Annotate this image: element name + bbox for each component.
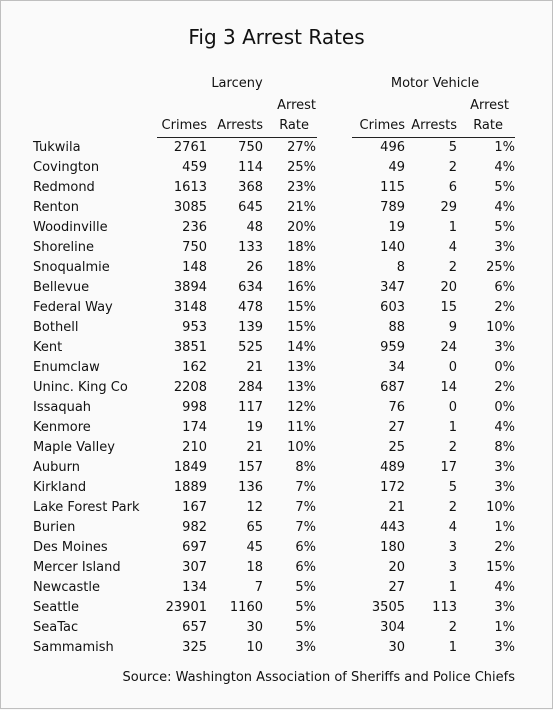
larceny-rate-cell: 8%: [295, 460, 316, 475]
larceny-arrests-cell: 45: [246, 540, 263, 555]
larceny-rate-cell: 13%: [287, 380, 316, 395]
table-row: [0, 558, 553, 578]
mv-rate-cell: 0%: [494, 400, 515, 415]
larceny-arrests-cell: 26: [246, 260, 263, 275]
mv-crimes-cell: 30: [388, 640, 405, 655]
mv-rate-header-line1: Arrest: [470, 98, 509, 113]
larceny-rate-cell: 14%: [287, 340, 316, 355]
city-cell: Federal Way: [33, 300, 113, 315]
mv-arrests-cell: 0: [448, 400, 457, 415]
table-row: [0, 138, 553, 158]
mv-rate-cell: 2%: [494, 300, 515, 315]
larceny-crimes-cell: 148: [182, 260, 207, 275]
larceny-crimes-cell: 174: [182, 420, 207, 435]
city-cell: Tukwila: [33, 140, 81, 155]
larceny-crimes-cell: 2761: [173, 140, 207, 155]
mv-arrests-cell: 15: [440, 300, 457, 315]
larceny-rate-cell: 5%: [295, 620, 316, 635]
mv-crimes-cell: 27: [388, 420, 405, 435]
mv-rate-cell: 3%: [494, 640, 515, 655]
city-cell: Des Moines: [33, 540, 108, 555]
larceny-rate-cell: 12%: [287, 400, 316, 415]
larceny-crimes-cell: 325: [182, 640, 207, 655]
mv-arrests-cell: 4: [448, 520, 457, 535]
larceny-rate-cell: 18%: [287, 260, 316, 275]
mv-rate-cell: 10%: [486, 320, 515, 335]
mv-rate-cell: 3%: [494, 600, 515, 615]
larceny-rate-cell: 3%: [295, 640, 316, 655]
larceny-crimes-cell: 134: [182, 580, 207, 595]
mv-arrests-cell: 24: [440, 340, 457, 355]
mv-arrests-cell: 9: [448, 320, 457, 335]
mv-arrests-cell: 29: [440, 200, 457, 215]
larceny-arrests-cell: 10: [246, 640, 263, 655]
city-cell: Enumclaw: [33, 360, 100, 375]
mv-arrests-cell: 3: [448, 540, 457, 555]
larceny-crimes-cell: 3085: [173, 200, 207, 215]
mv-rate-cell: 0%: [494, 360, 515, 375]
larceny-arrests-cell: 157: [238, 460, 263, 475]
larceny-arrests-cell: 21: [246, 440, 263, 455]
mv-rate-cell: 5%: [494, 180, 515, 195]
larceny-arrests-cell: 65: [246, 520, 263, 535]
larceny-arrests-cell: 634: [238, 280, 263, 295]
city-cell: Kent: [33, 340, 63, 355]
larceny-arrests-cell: 21: [246, 360, 263, 375]
larceny-crimes-cell: 697: [182, 540, 207, 555]
group-header-larceny: Larceny: [211, 76, 263, 91]
larceny-crimes-cell: 1889: [173, 480, 207, 495]
city-cell: Seattle: [33, 600, 80, 615]
mv-arrests-cell: 20: [440, 280, 457, 295]
larceny-arrests-cell: 18: [246, 560, 263, 575]
mv-arrests-cell: 6: [448, 180, 457, 195]
larceny-crimes-header: Crimes: [161, 118, 207, 133]
mv-rate-cell: 1%: [494, 620, 515, 635]
city-cell: Sammamish: [33, 640, 114, 655]
mv-crimes-cell: 3505: [371, 600, 405, 615]
larceny-rate-cell: 11%: [287, 420, 316, 435]
larceny-rate-cell: 13%: [287, 360, 316, 375]
mv-crimes-cell: 88: [388, 320, 405, 335]
table-row: [0, 218, 553, 238]
mv-rate-cell: 5%: [494, 220, 515, 235]
table-row: [0, 538, 553, 558]
larceny-rate-cell: 6%: [295, 560, 316, 575]
mv-rate-cell: 1%: [494, 520, 515, 535]
city-cell: Bothell: [33, 320, 79, 335]
mv-rate-header-line2: Rate: [473, 118, 503, 133]
city-cell: Covington: [33, 160, 100, 175]
larceny-arrests-cell: 1160: [229, 600, 263, 615]
city-cell: Woodinville: [33, 220, 108, 235]
mv-rate-cell: 4%: [494, 200, 515, 215]
larceny-crimes-cell: 3851: [173, 340, 207, 355]
mv-rate-cell: 2%: [494, 380, 515, 395]
larceny-rate-cell: 7%: [295, 520, 316, 535]
larceny-arrests-cell: 750: [238, 140, 263, 155]
table-row: [0, 498, 553, 518]
table-row: [0, 338, 553, 358]
mv-rate-cell: 15%: [486, 560, 515, 575]
mv-crimes-cell: 180: [380, 540, 405, 555]
table-row: [0, 198, 553, 218]
mv-crimes-cell: 115: [380, 180, 405, 195]
larceny-arrests-cell: 645: [238, 200, 263, 215]
mv-crimes-cell: 172: [380, 480, 405, 495]
mv-arrests-header: Arrests: [411, 118, 457, 133]
larceny-rate-cell: 6%: [295, 540, 316, 555]
mv-crimes-cell: 49: [388, 160, 405, 175]
larceny-arrests-cell: 478: [238, 300, 263, 315]
mv-rate-cell: 2%: [494, 540, 515, 555]
larceny-rate-cell: 25%: [287, 160, 316, 175]
mv-rate-cell: 8%: [494, 440, 515, 455]
mv-arrests-cell: 1: [448, 580, 457, 595]
mv-arrests-cell: 14: [440, 380, 457, 395]
larceny-rate-cell: 7%: [295, 480, 316, 495]
larceny-crimes-cell: 2208: [173, 380, 207, 395]
mv-arrests-cell: 17: [440, 460, 457, 475]
city-cell: Shoreline: [33, 240, 94, 255]
mv-arrests-cell: 113: [432, 600, 457, 615]
city-cell: Kenmore: [33, 420, 91, 435]
city-cell: Redmond: [33, 180, 95, 195]
mv-crimes-cell: 21: [388, 500, 405, 515]
mv-rate-cell: 3%: [494, 460, 515, 475]
mv-crimes-cell: 8: [396, 260, 405, 275]
city-cell: Mercer Island: [33, 560, 121, 575]
mv-crimes-cell: 496: [380, 140, 405, 155]
larceny-rate-cell: 15%: [287, 320, 316, 335]
larceny-arrests-cell: 48: [246, 220, 263, 235]
table-row: [0, 398, 553, 418]
city-cell: Auburn: [33, 460, 80, 475]
mv-crimes-cell: 959: [380, 340, 405, 355]
city-cell: Uninc. King Co: [33, 380, 128, 395]
mv-crimes-cell: 687: [380, 380, 405, 395]
mv-arrests-cell: 0: [448, 360, 457, 375]
larceny-arrests-header: Arrests: [217, 118, 263, 133]
mv-arrests-cell: 1: [448, 220, 457, 235]
larceny-arrests-cell: 7: [254, 580, 263, 595]
larceny-rate-cell: 10%: [287, 440, 316, 455]
larceny-rate-cell: 18%: [287, 240, 316, 255]
table-row: [0, 598, 553, 618]
larceny-arrests-cell: 139: [238, 320, 263, 335]
larceny-crimes-cell: 307: [182, 560, 207, 575]
table-row: [0, 378, 553, 398]
mv-arrests-cell: 2: [448, 620, 457, 635]
mv-crimes-header: Crimes: [359, 118, 405, 133]
table-row: [0, 418, 553, 438]
larceny-arrests-cell: 525: [238, 340, 263, 355]
city-cell: Renton: [33, 200, 79, 215]
mv-crimes-cell: 304: [380, 620, 405, 635]
mv-crimes-cell: 347: [380, 280, 405, 295]
larceny-arrests-cell: 117: [238, 400, 263, 415]
mv-crimes-cell: 34: [388, 360, 405, 375]
larceny-rate-cell: 27%: [287, 140, 316, 155]
table-row: [0, 178, 553, 198]
larceny-arrests-cell: 114: [238, 160, 263, 175]
larceny-crimes-cell: 3894: [173, 280, 207, 295]
mv-crimes-cell: 76: [388, 400, 405, 415]
larceny-rate-cell: 23%: [287, 180, 316, 195]
mv-arrests-cell: 5: [448, 140, 457, 155]
mv-rate-cell: 4%: [494, 420, 515, 435]
city-cell: Kirkland: [33, 480, 87, 495]
larceny-crimes-cell: 167: [182, 500, 207, 515]
larceny-crimes-cell: 750: [182, 240, 207, 255]
table-row: [0, 238, 553, 258]
larceny-crimes-cell: 210: [182, 440, 207, 455]
mv-crimes-cell: 489: [380, 460, 405, 475]
table-row: [0, 258, 553, 278]
mv-crimes-cell: 20: [388, 560, 405, 575]
larceny-crimes-cell: 3148: [173, 300, 207, 315]
larceny-rate-cell: 5%: [295, 600, 316, 615]
mv-rate-cell: 3%: [494, 480, 515, 495]
city-cell: Issaquah: [33, 400, 92, 415]
mv-crimes-cell: 443: [380, 520, 405, 535]
mv-rate-cell: 3%: [494, 340, 515, 355]
larceny-crimes-cell: 23901: [165, 600, 207, 615]
larceny-crimes-cell: 998: [182, 400, 207, 415]
mv-rate-cell: 4%: [494, 160, 515, 175]
larceny-rate-header-line2: Rate: [279, 118, 309, 133]
table-row: [0, 458, 553, 478]
larceny-arrests-cell: 30: [246, 620, 263, 635]
mv-arrests-cell: 2: [448, 440, 457, 455]
city-cell: Snoqualmie: [33, 260, 110, 275]
mv-crimes-cell: 603: [380, 300, 405, 315]
mv-rate-cell: 25%: [486, 260, 515, 275]
table-row: [0, 358, 553, 378]
table-row: [0, 478, 553, 498]
mv-arrests-cell: 2: [448, 500, 457, 515]
source-text: Source: Washington Association of Sheriffs and Police Chiefs: [122, 670, 515, 685]
larceny-crimes-cell: 982: [182, 520, 207, 535]
mv-crimes-cell: 25: [388, 440, 405, 455]
larceny-rate-cell: 16%: [287, 280, 316, 295]
table-row: [0, 518, 553, 538]
mv-rate-cell: 10%: [486, 500, 515, 515]
mv-arrests-cell: 2: [448, 260, 457, 275]
larceny-arrests-cell: 133: [238, 240, 263, 255]
mv-crimes-cell: 140: [380, 240, 405, 255]
mv-arrests-cell: 5: [448, 480, 457, 495]
mv-rate-cell: 3%: [494, 240, 515, 255]
larceny-arrests-cell: 368: [238, 180, 263, 195]
larceny-crimes-cell: 236: [182, 220, 207, 235]
larceny-arrests-cell: 19: [246, 420, 263, 435]
larceny-arrests-cell: 136: [238, 480, 263, 495]
mv-crimes-cell: 19: [388, 220, 405, 235]
larceny-rate-cell: 7%: [295, 500, 316, 515]
city-cell: Burien: [33, 520, 76, 535]
larceny-crimes-cell: 459: [182, 160, 207, 175]
larceny-arrests-cell: 12: [246, 500, 263, 515]
table-row: [0, 618, 553, 638]
table-row: [0, 638, 553, 658]
group-header-motor-vehicle: Motor Vehicle: [390, 76, 480, 91]
mv-rate-cell: 4%: [494, 580, 515, 595]
table-row: [0, 158, 553, 178]
city-cell: Bellevue: [33, 280, 90, 295]
table-row: [0, 298, 553, 318]
larceny-rate-cell: 21%: [287, 200, 316, 215]
larceny-arrests-cell: 284: [238, 380, 263, 395]
larceny-rate-cell: 15%: [287, 300, 316, 315]
figure-title: Fig 3 Arrest Rates: [188, 25, 365, 49]
table-row: [0, 278, 553, 298]
larceny-crimes-cell: 657: [182, 620, 207, 635]
mv-arrests-cell: 1: [448, 640, 457, 655]
city-cell: Maple Valley: [33, 440, 115, 455]
larceny-crimes-cell: 1613: [173, 180, 207, 195]
larceny-crimes-cell: 162: [182, 360, 207, 375]
larceny-rate-header-line1: Arrest: [277, 98, 316, 113]
mv-arrests-cell: 3: [448, 560, 457, 575]
city-cell: Newcastle: [33, 580, 100, 595]
city-cell: Lake Forest Park: [33, 500, 140, 515]
table-row: [0, 318, 553, 338]
larceny-crimes-cell: 1849: [173, 460, 207, 475]
city-cell: SeaTac: [33, 620, 79, 635]
table-row: [0, 438, 553, 458]
mv-rate-cell: 6%: [494, 280, 515, 295]
larceny-rate-cell: 5%: [295, 580, 316, 595]
larceny-crimes-cell: 953: [182, 320, 207, 335]
mv-arrests-cell: 4: [448, 240, 457, 255]
table-row: [0, 578, 553, 598]
mv-crimes-cell: 27: [388, 580, 405, 595]
mv-arrests-cell: 1: [448, 420, 457, 435]
mv-rate-cell: 1%: [494, 140, 515, 155]
mv-crimes-cell: 789: [380, 200, 405, 215]
larceny-rate-cell: 20%: [287, 220, 316, 235]
mv-arrests-cell: 2: [448, 160, 457, 175]
